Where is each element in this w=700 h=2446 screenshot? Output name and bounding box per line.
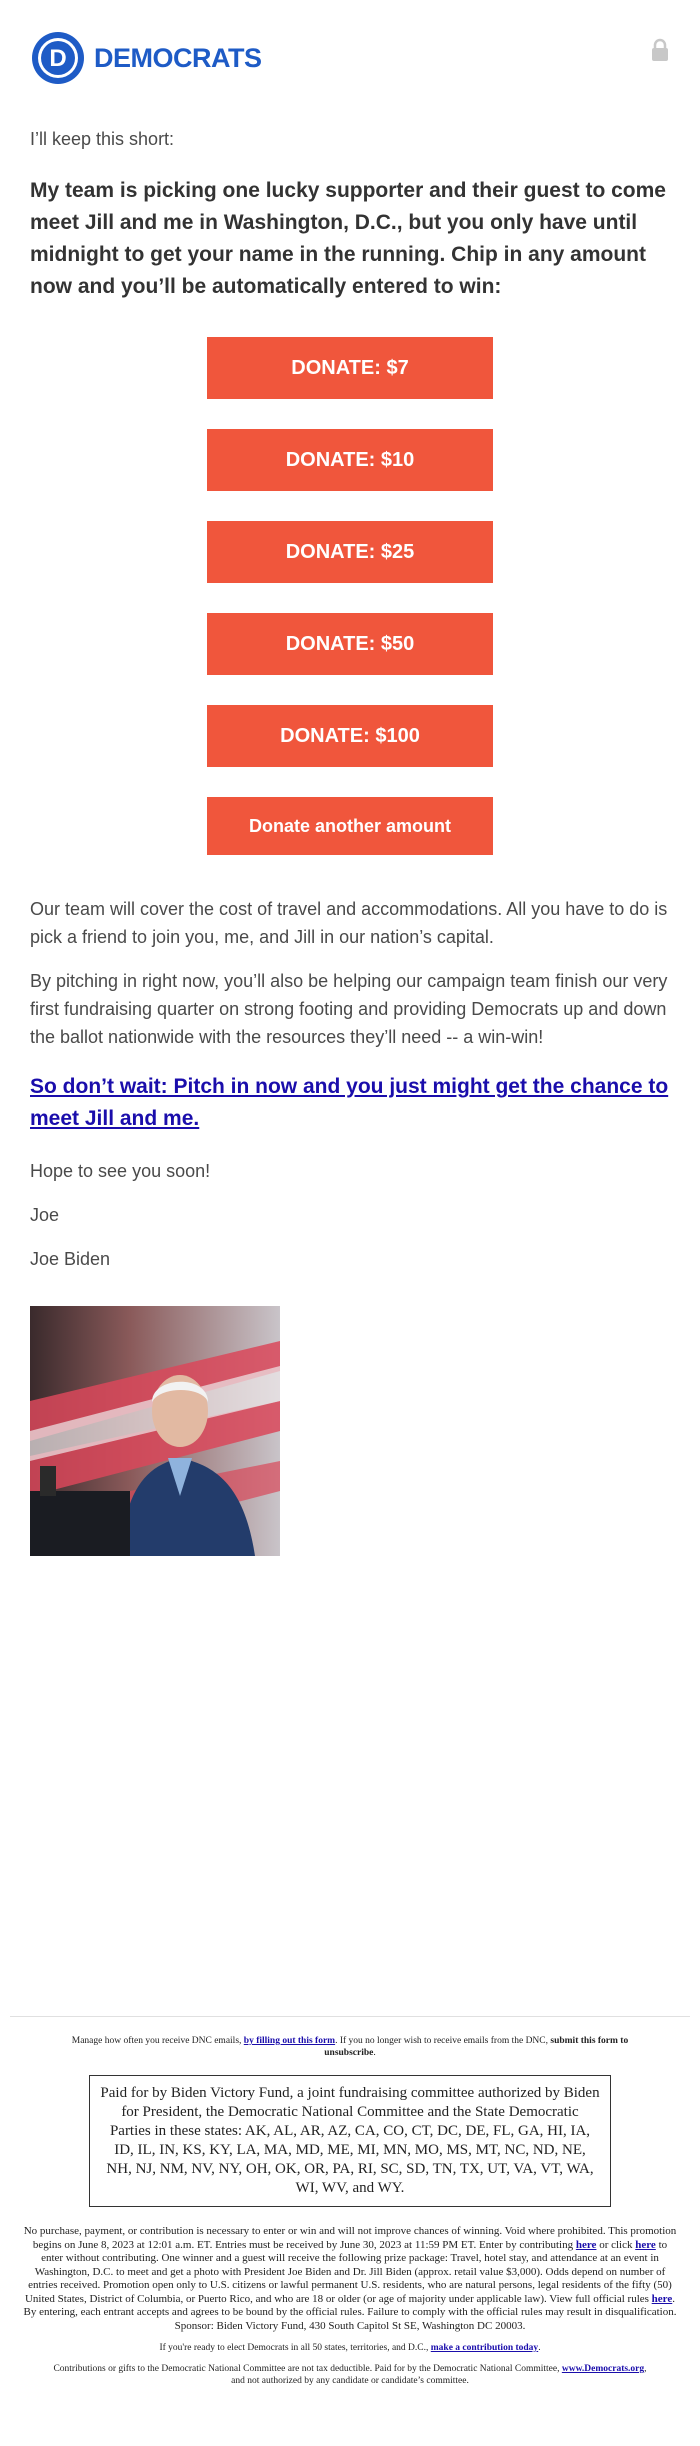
travel-paragraph: Our team will cover the cost of travel and accommodations. All you have to do is pick a friend to join you, me, and Jill in our nation’s capital. (30, 899, 668, 947)
closing-text: Hope to see you soon! (30, 1161, 211, 1181)
signature-full-name: Joe Biden (30, 1249, 111, 1269)
unsubscribe-link[interactable]: submit this form to unsubscribe (324, 2036, 629, 2058)
svg-text:D: D (49, 45, 67, 72)
manage-emails-text: Manage how often you receive DNC emails, by filling out this form. If you no longer wish to receive emails from the DNC, submit this form to unsubscribe. (71, 2036, 629, 2058)
email-header (0, 0, 700, 120)
lock-icon (650, 38, 670, 62)
donate-button-group (30, 337, 670, 855)
donate-other-amount-button[interactable]: Donate another amount (207, 797, 493, 855)
official-rules-link[interactable]: here (651, 2292, 673, 2305)
photo-illustration (30, 1306, 280, 1556)
enter-without-contributing-link[interactable]: here (635, 2238, 656, 2251)
donate-25-button[interactable]: DONATE: $25 (207, 521, 493, 583)
donate-100-button[interactable]: DONATE: $100 (207, 705, 493, 767)
paid-for-disclaimer: Paid for by Biden Victory Fund, a joint fundraising committee authorized by Biden for President, the Democratic National Committee and the State Democratic Parties in these states: AK, AL, AR, AZ, CA, CO, CT, DC, DE, FL, GA, HI, IA, ID, IL, IN, KS, KY, LA, MA, MD, ME, MI, MN, MO, MS, MT, NC, ND, NE, NH, NJ, NM, NV, NY, OH, OK, OR, PA, RI, SC, SD, TN, TX, UT, VA, VT, WA, WI, WV, and WY. (89, 2075, 611, 2207)
democrats-logo[interactable] (30, 30, 262, 86)
fundraising-paragraph: By pitching in right now, you’ll also be helping our campaign team finish our very first fundraising quarter on strong footing and providing Democrats up and down the ballot nationwide with the resources they’ll need -- a win-win! (30, 971, 668, 1047)
joe-biden-photo (30, 1306, 280, 1556)
email-footer (10, 2016, 690, 2387)
manage-emails-link[interactable]: by filling out this form (243, 2036, 336, 2046)
enter-contributing-link[interactable]: here (575, 2238, 597, 2251)
email-body (30, 125, 670, 1273)
donate-10-button[interactable]: DONATE: $10 (207, 429, 493, 491)
make-contribution-link[interactable]: make a contribution today (430, 2343, 539, 2353)
signature-first-name: Joe (30, 1205, 60, 1225)
democrats-wordmark: DEMOCRATS (94, 42, 262, 73)
intro-text: I’ll keep this short: (30, 129, 175, 149)
contribution-disclaimer: Contributions or gifts to the Democratic National Committee are not tax deductible. Paid for by the Democratic National Committee, www.Democrats.org, and not authorized by any candidate or candidate’s committee. (53, 2364, 647, 2386)
donate-50-button[interactable]: DONATE: $50 (207, 613, 493, 675)
ready-to-elect-text: If you're ready to elect Democrats in all 50 states, territories, and D.C., make a contribution today. (159, 2343, 541, 2353)
lead-paragraph: My team is picking one lucky supporter and their guest to come meet Jill and me in Washington, D.C., but you only have until midnight to get your name in the running. Chip in any amount now and you’ll be automatically entered to win: (30, 179, 666, 298)
sweepstakes-rules: No purchase, payment, or contribution is necessary to enter or win and will not improve chances of winning. Void where prohibited. This promotion begins on June 8, 2023 at 12:01 a.m. ET. Entries must be received by June 30, 2023 at 11:59 PM ET. Enter by contributing here or click here to enter without contributing. One winner and a guest will receive the following prize package: Travel, hotel stay, and attendance at an event in Washington, D.C. to meet and get a photo with President Joe Biden and Dr. Jill Biden (approx. retail value $3,000). Odds depend on number of entries received. Promotion open only to U.S. citizens or lawful permanent U.S. residents, who are natural persons, legal residents of the fifty (50) United States, District of Columbia, or Puerto Rico, and who are 18 or older (or age of majority under applicable law). View full official rules here. By entering, each entrant accepts and agrees to be bound by the official rules. Failure to comply with the official rules may result in disqualification. Sponsor: Biden Victory Fund, 430 South Capitol St SE, Washington DC 20003. (23, 2225, 677, 2332)
democrats-org-link[interactable]: www.Democrats.org (561, 2364, 645, 2374)
pitch-in-link[interactable]: So don’t wait: Pitch in now and you just might get the chance to meet Jill and me. (30, 1075, 669, 1130)
donate-7-button[interactable]: DONATE: $7 (207, 337, 493, 399)
democrats-logo-mark (30, 30, 86, 86)
